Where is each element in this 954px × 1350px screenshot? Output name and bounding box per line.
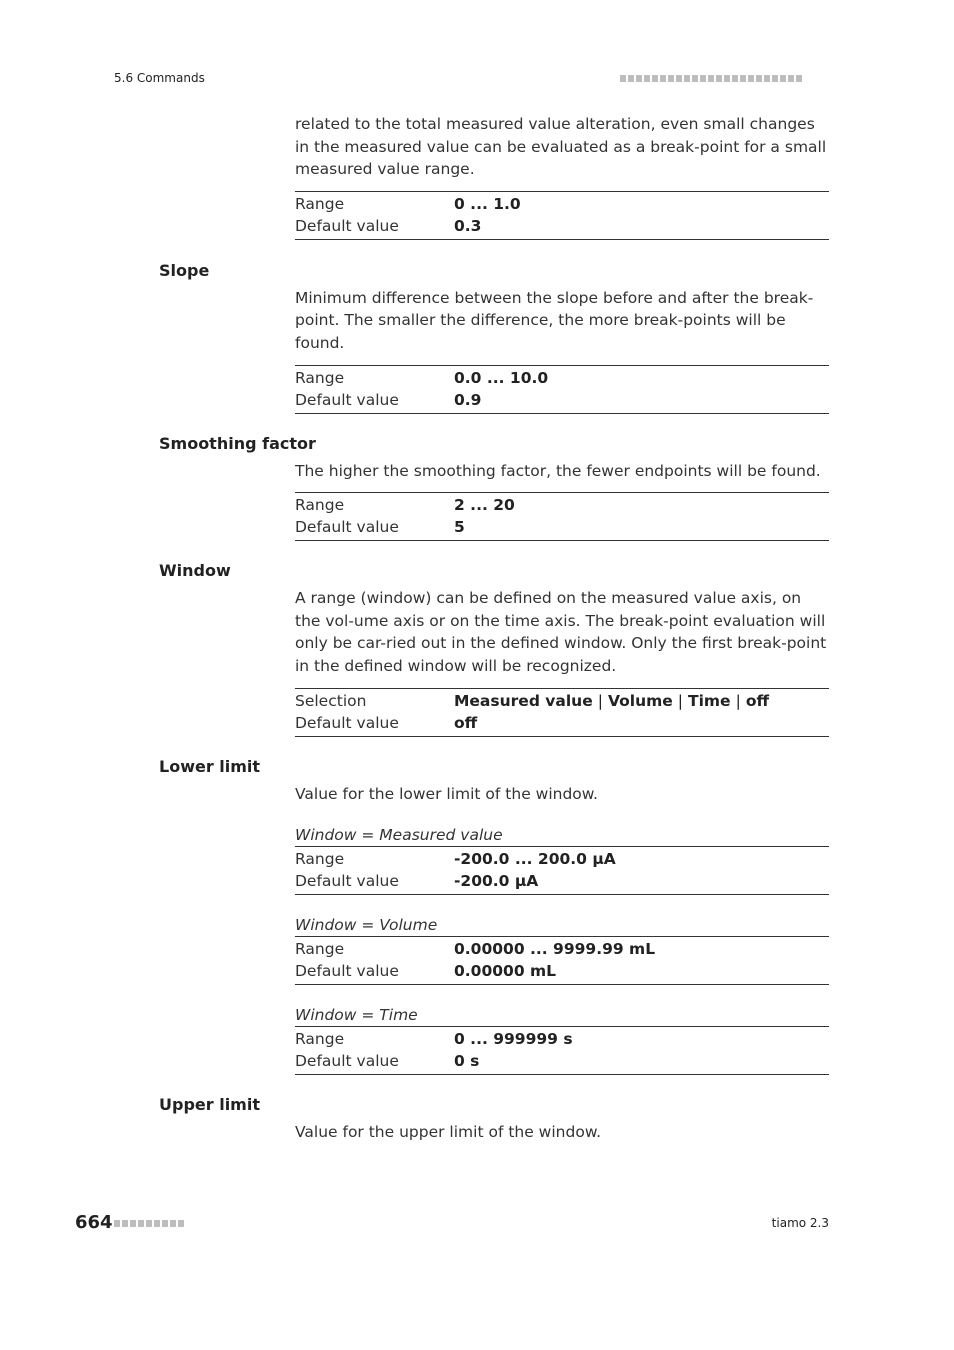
lower-limit-heading: Lower limit	[159, 756, 261, 776]
default-value: 0.9	[454, 390, 482, 409]
default-label: Default value	[295, 1052, 399, 1071]
default-label: Default value	[295, 518, 399, 537]
slope-paragraph: Minimum difference between the slope before and after the break-point. The smaller the difference, the more break-points will be found.	[295, 288, 814, 352]
selection-options	[454, 690, 769, 712]
page-content	[0, 113, 954, 1144]
option-time: Time	[688, 691, 731, 710]
default-value: 0 s	[454, 1052, 480, 1071]
condition-measured-value: Window = Measured value	[295, 826, 503, 845]
range-label: Range	[295, 1030, 345, 1049]
upper-limit-heading: Upper limit	[159, 1095, 260, 1115]
range-value: 0 ... 1.0	[454, 194, 521, 213]
header-decoration	[620, 75, 802, 82]
window-paragraph: A range (window) can be defined on the measured value axis, on the vol-ume axis or on the time axis. The break-point evaluation will only be car-ried out in the defined window. Only the first break-point in the defined window will be recognized.	[295, 589, 827, 675]
option-separator: |	[597, 691, 603, 710]
lower-limit-paragraph: Value for the lower limit of the window.	[295, 784, 598, 803]
window-heading: Window	[159, 561, 231, 581]
lower-limit-time-table	[295, 1026, 829, 1075]
default-value: -200.0 µA	[454, 872, 539, 891]
default-value: 0.00000 mL	[454, 962, 557, 981]
option-off: off	[745, 691, 770, 710]
window-parameter-table	[295, 688, 829, 737]
selection-label: Selection	[295, 691, 367, 710]
range-label: Range	[295, 850, 345, 869]
default-value: off	[454, 713, 478, 732]
range-value: -200.0 ... 200.0 µA	[454, 850, 616, 869]
range-label: Range	[295, 940, 345, 959]
range-label: Range	[295, 496, 345, 515]
smoothing-factor-heading: Smoothing factor	[159, 433, 316, 453]
smoothing-parameter-table	[295, 492, 829, 541]
option-measured-value: Measured value	[454, 691, 593, 710]
range-value: 2 ... 20	[454, 496, 515, 515]
range-value: 0 ... 999999 s	[454, 1030, 573, 1049]
intro-parameter-table	[295, 191, 829, 240]
default-label: Default value	[295, 713, 399, 732]
range-value: 0.0 ... 10.0	[454, 368, 549, 387]
lower-limit-volume-table	[295, 936, 829, 985]
footer-decoration	[114, 1220, 184, 1227]
range-label: Range	[295, 194, 345, 213]
smoothing-factor-paragraph: The higher the smoothing factor, the fewer endpoints will be found.	[295, 461, 821, 480]
slope-parameter-table	[295, 365, 829, 414]
option-separator: |	[677, 691, 684, 710]
lower-limit-measured-value-table	[295, 846, 829, 895]
page-number: 664	[75, 1212, 113, 1233]
condition-volume: Window = Volume	[295, 916, 438, 935]
range-label: Range	[295, 368, 345, 387]
slope-heading: Slope	[159, 260, 210, 280]
condition-time: Window = Time	[295, 1006, 418, 1025]
upper-limit-paragraph: Value for the upper limit of the window.	[295, 1123, 601, 1142]
default-label: Default value	[295, 390, 399, 409]
intro-paragraph: related to the total measured value alteration, even small changes in the measured value can be evaluated as a break-point for a small measured value range.	[295, 115, 827, 179]
option-volume: Volume	[607, 691, 673, 710]
default-value: 0.3	[454, 216, 482, 235]
option-separator: |	[735, 691, 741, 710]
default-label: Default value	[295, 872, 399, 891]
header-section-title: 5.6 Commands	[114, 71, 205, 85]
default-label: Default value	[295, 962, 399, 981]
default-value: 5	[454, 518, 465, 537]
default-label: Default value	[295, 216, 399, 235]
footer-product: tiamo 2.3	[771, 1216, 829, 1230]
range-value: 0.00000 ... 9999.99 mL	[454, 940, 656, 959]
